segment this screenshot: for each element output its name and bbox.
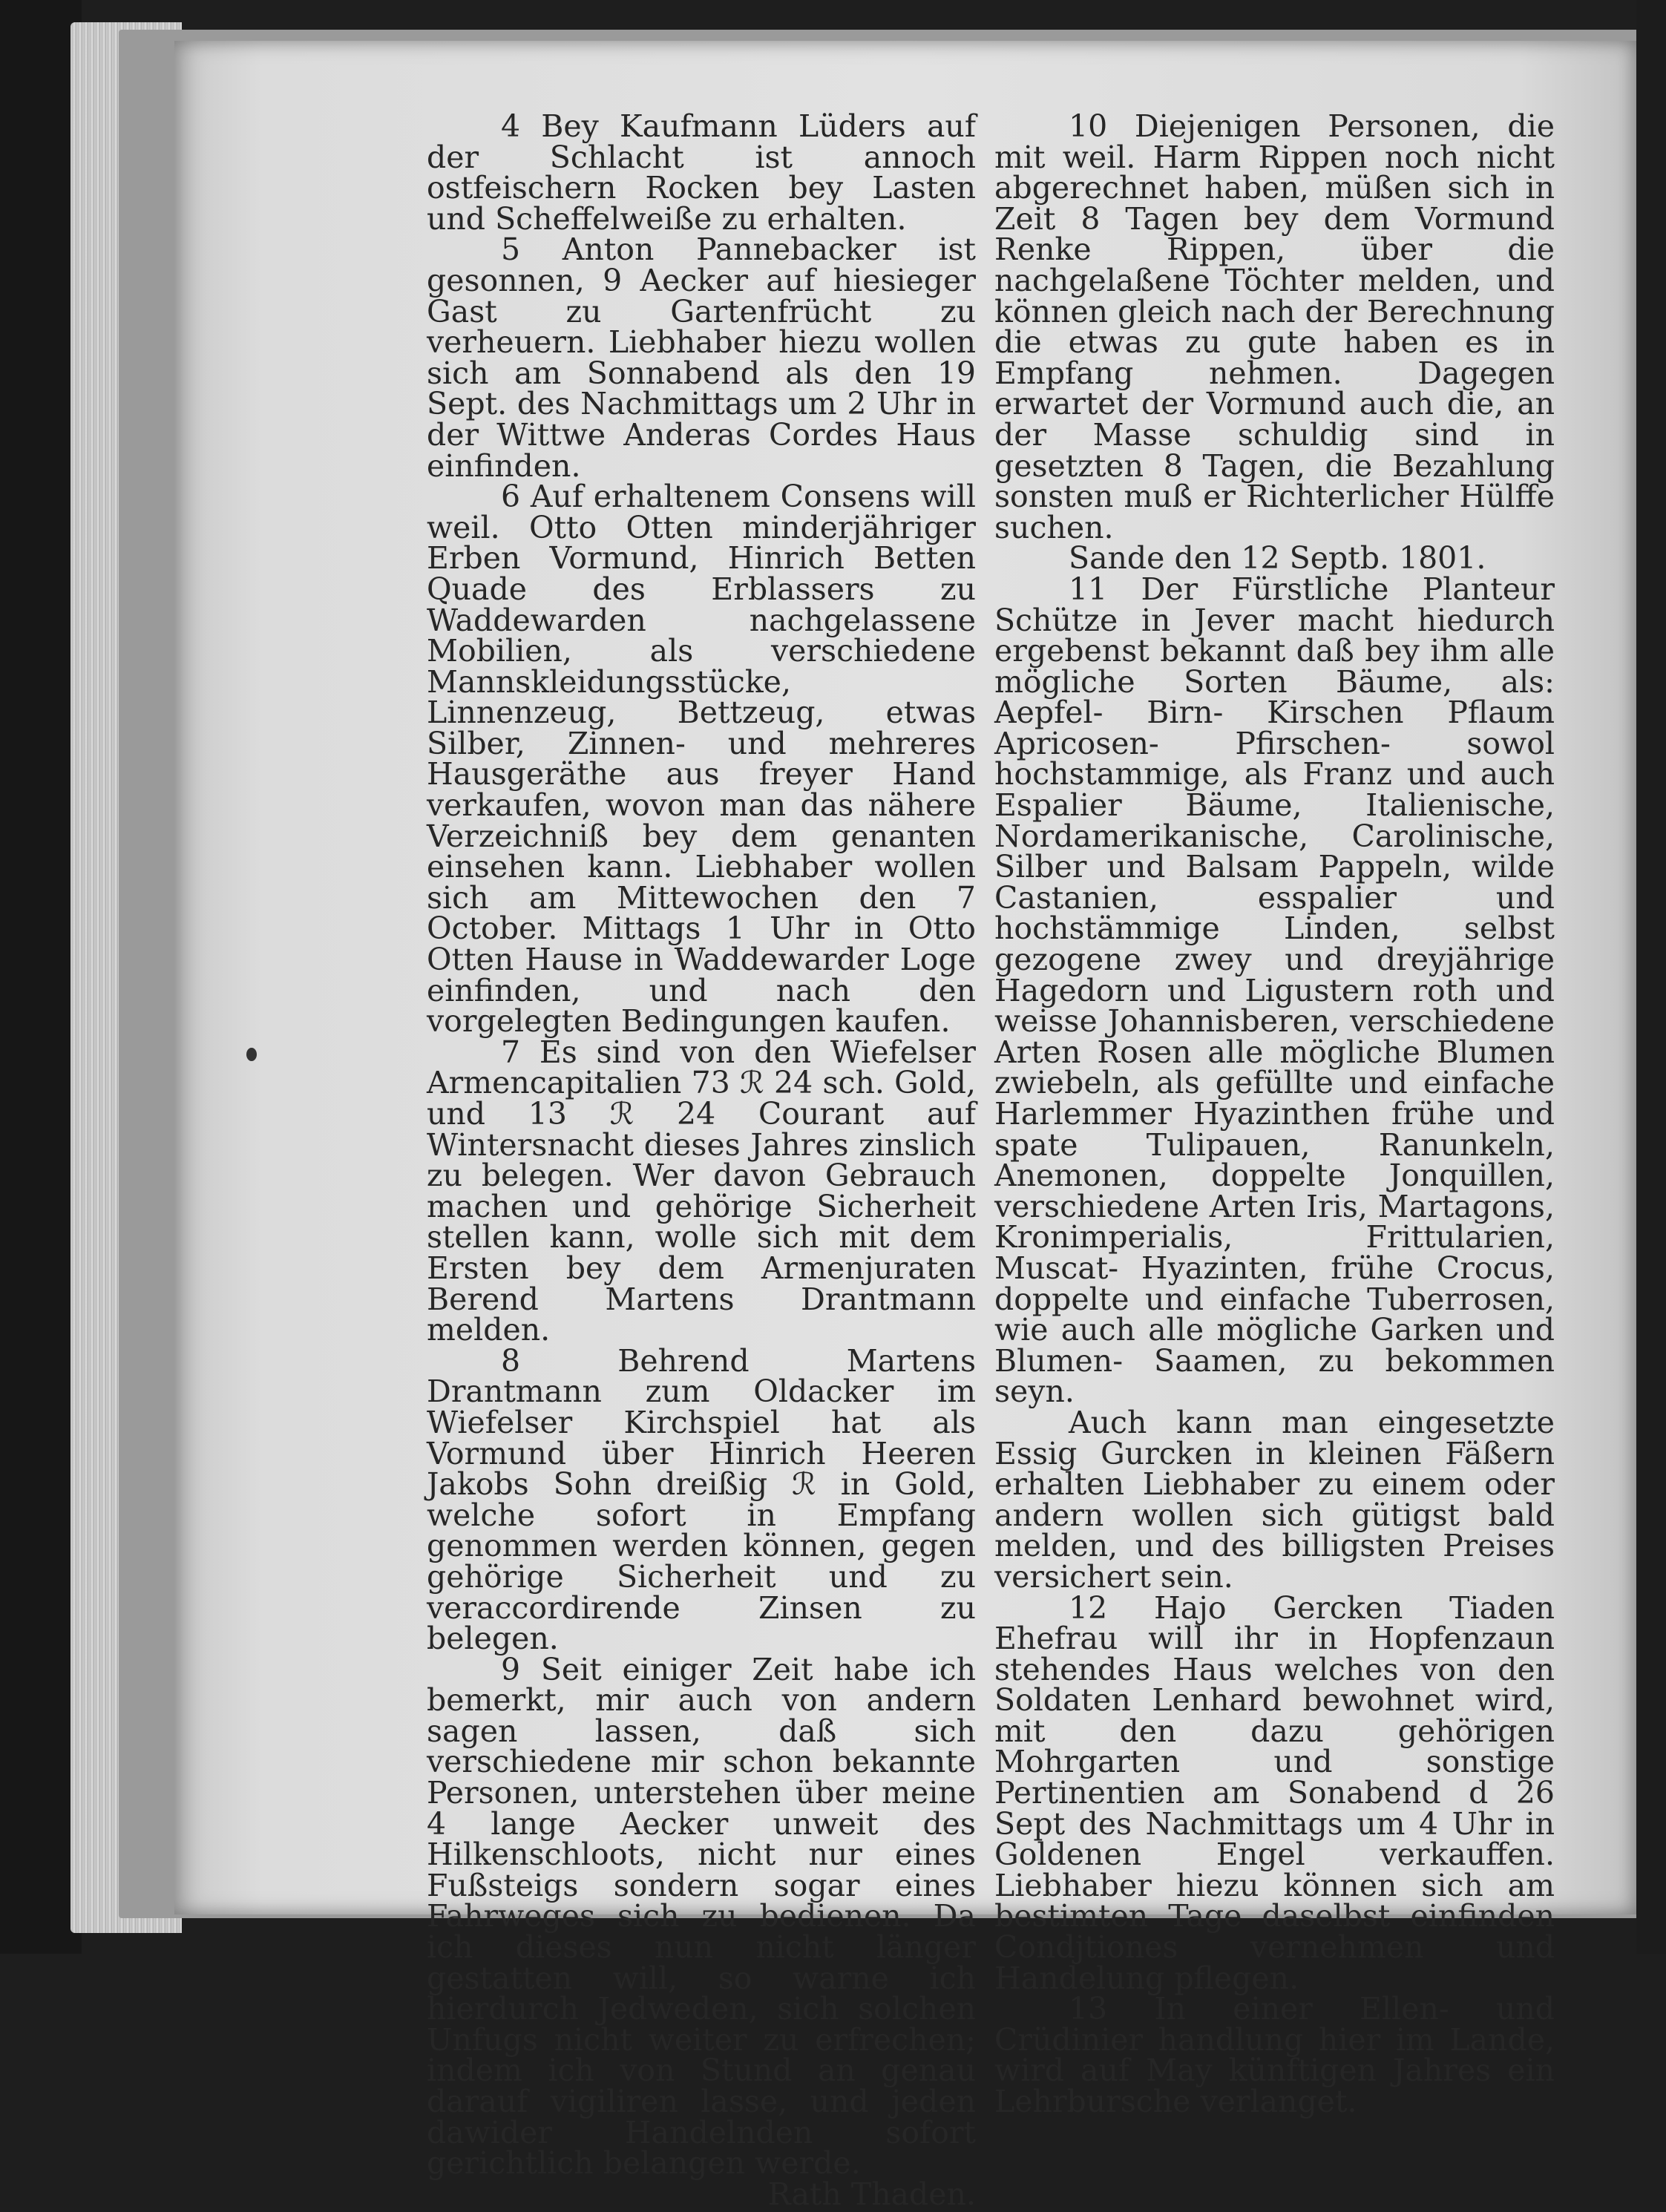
notice-11-addendum: Auch kann man eingesetzte Essig Gurcken in kleinen Fäßern erhalten Liebhaber zu einem oder andern wollen sich gütigst bald melden, und des billigsten Preises versichert sein. bbox=[994, 1404, 1555, 1595]
notice-6: 6 Auf erhaltenem Consens will weil. Otto Otten minderjähriger Erben Vormund, Hinrich Betten Quade des Erblassers zu Waddewarden nachgelassene Mobilien, als verschiedene Mannskleidungsstücke, Linnenzeug, Bettzeug, etwas Silber, Zinnen- und mehreres Hausgeräthe aus freyer Hand verkaufen, wovon man das nähere Verzeichniß bey dem genanten einsehen kann. Liebhaber wollen sich am Mittewochen den 7 October. Mittags 1 Uhr in Otto Otten Hause in Waddewarder Loge einfinden, und nach den vorgelegten Bedingungen kaufen. bbox=[427, 479, 976, 1040]
dark-background-right bbox=[1636, 0, 1666, 1954]
notice-7: 7 Es sind von den Wiefelser Armencapitalien 73 ℛ 24 sch. Gold, und 13 ℛ 24 Courant auf Wintersnacht dieses Jahres zinslich zu belegen. Wer davon Gebrauch machen und gehörige Sicherheit stellen kann, wolle sich mit dem Ersten bey dem Armenjuraten Berend Martens Drantmann melden. bbox=[427, 1034, 976, 1348]
notice-13: 13 In einer Ellen- und Crüdinier handlung hier im Lande, wird auf May künftigen Jahres ein Lehrbursche verlanget. bbox=[994, 1991, 1555, 2119]
notice-12: 12 Hajo Gercken Tiaden Ehefrau will ihr in Hopfenzaun stehendes Haus welches von den Soldaten Lenhard bewohnet wird, mit den dazu gehörigen Mohrgarten und sonstige Pertinentien am Sonabend d 26 Sept des Nachmittags um 4 Uhr in Goldenen Engel verkauffen. Liebhaber hiezu können sich am bestimten Tage daselbst einfinden Condjtiones vernehmen und Handelung pflegen. bbox=[994, 1589, 1555, 1996]
right-column bbox=[994, 108, 1555, 2119]
signature: Rath Thaden. bbox=[767, 2176, 976, 2212]
notice-4: 4 Bey Kaufmann Lüders auf der Schlacht ist annoch ostfeischern Rocken bey Lasten und Scheffelweiße zu erhalten. bbox=[427, 108, 976, 237]
notice-8: 8 Behrend Martens Drantmann zum Oldacker im Wiefelser Kirchspiel hat als Vormund über Hinrich Heeren Jakobs Sohn dreißig ℛ in Gold, welche sofort in Empfang genommen werden können, gegen gehörige Sicherheit und zu veraccordirende Zinsen zu belegen. bbox=[427, 1342, 976, 1657]
left-column bbox=[427, 108, 976, 2212]
dark-background-left bbox=[0, 0, 82, 1954]
ink-spot bbox=[246, 1048, 257, 1061]
notice-10: 10 Diejenigen Personen, die mit weil. Harm Rippen noch nicht abgerechnet haben, müßen sich in Zeit 8 Tagen bey dem Vormund Renke Rippen, über die nachgelaßene Töchter melden, und können gleich nach der Berechnung die etwas zu gute haben es in Empfang nehmen. Dagegen erwartet der Vormund auch die, an der Masse schuldig sind in gesetzten 8 Tagen, die Bezahlung sonsten muß er Richterlicher Hülffe suchen. bbox=[994, 108, 1555, 545]
dateline: Sande den 12 Septb. 1801. bbox=[1069, 540, 1486, 577]
notice-11: 11 Der Fürstliche Planteur Schütze in Jever macht hiedurch ergebenst bekannt daß bey ihm alle mögliche Sorten Bäume, als: Aepfel- Birn- Kirschen Pflaum Apricosen- Pfirschen- sowol hochstammige, als Franz und auch Espalier Bäume, Italienische, Nordamerikanische, Carolinische, Silber und Balsam Pappeln, wilde Castanien, esspalier und hochstämmige Linden, selbst gezogene zwey und dreyjährige Hagedorn und Ligustern roth und weisse Johannisberen, verschiedene Arten Rosen alle mögliche Blumen zwiebeln, als gefüllte und einfache Harlemmer Hyazinthen frühe und spate Tulipauen, Ranunkeln, Anemonen, doppelte Jonquillen, verschiedene Arten Iris, Martagons, Kronimperialis, Frittularien, Muscat- Hyazinten, frühe Crocus, doppelte und einfache Tuberrosen, wie auch alle mögliche Garken und Blumen- Saamen, zu bekommen seyn. bbox=[994, 571, 1555, 1410]
notice-9: 9 Seit einiger Zeit habe ich bemerkt, mir auch von andern sagen lassen, daß sich verschiedene mir schon bekannte Personen, unterstehen über meine 4 lange Aecker unweit des Hilkenschloots, nicht nur eines Fußsteigs sondern sogar eines Fahrweges sich zu bedienen. Da ich dieses nun nicht länger gestatten will, so warne ich hierdurch Jedweden, sich solchen Unfugs nicht weiter zu erfrechen; indem ich von Stund an genau darauf vigiliren lasse, und jeden dawider Handelnden sofort gerichtlich belangen werde. bbox=[427, 1651, 976, 2182]
notice-5: 5 Anton Pannebacker ist gesonnen, 9 Aecker auf hiesieger Gast zu Gartenfrücht zu verheuern. Liebhaber hiezu wollen sich am Sonnabend als den 19 Sept. des Nachmittags um 2 Uhr in der Wittwe Anderas Cordes Haus einfinden. bbox=[427, 232, 976, 484]
